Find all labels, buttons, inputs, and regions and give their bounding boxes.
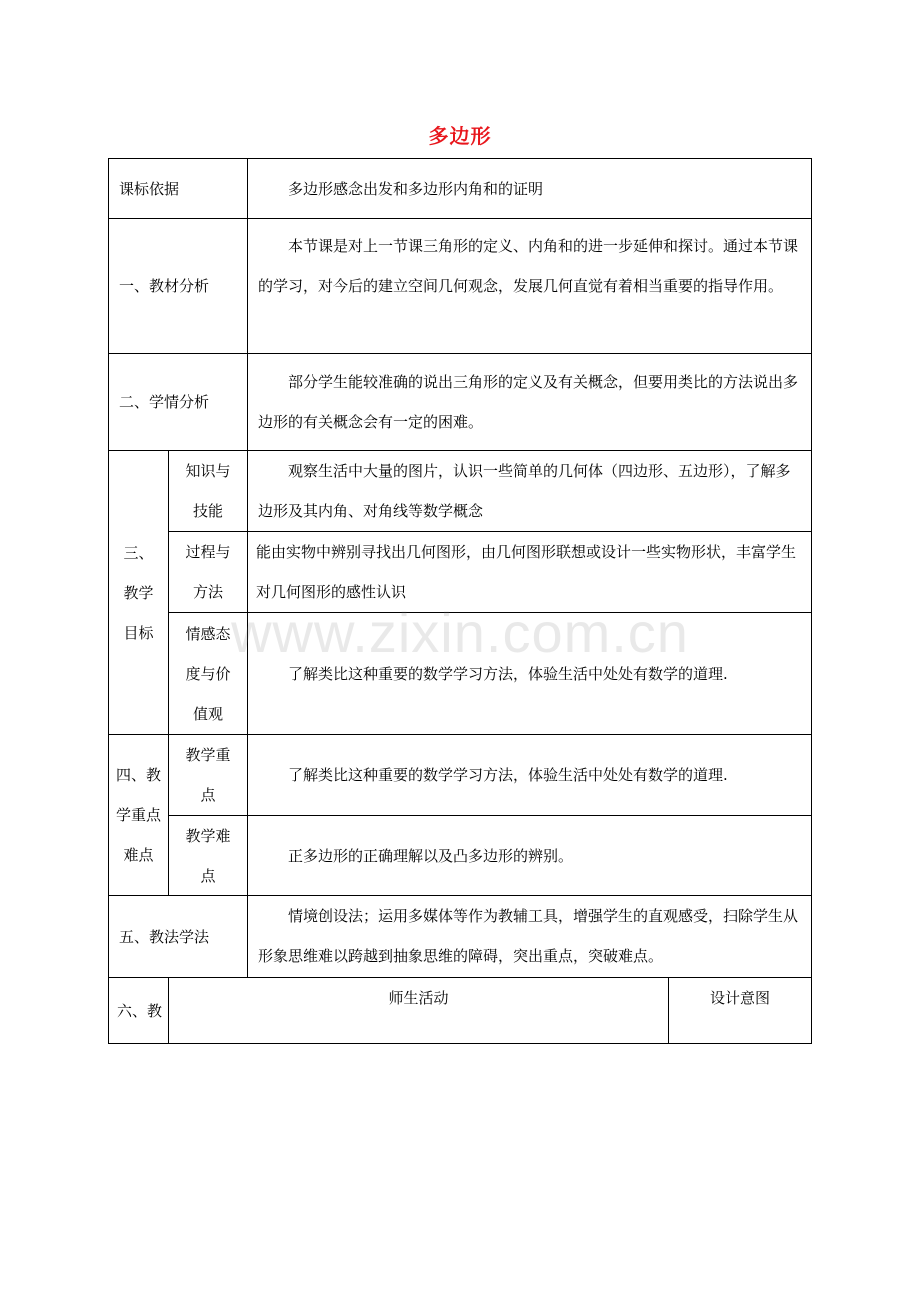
material-content: 本节课是对上一节课三角形的定义、内角和的进一步延伸和探讨。通过本节课的学习，对今后的建立空间几何观念，发展几何直觉有着相当重要的指导作用。 [258, 237, 799, 295]
process-col-activity: 师生活动 [388, 989, 449, 1007]
goals-item-3-label-text: 情感态度与价值观 [185, 624, 231, 723]
goals-label-text: 三、教学目标 [123, 543, 154, 642]
goals-item-1-label-text: 知识与技能 [185, 462, 231, 520]
methods-label [109, 896, 247, 977]
students-label-text: 二、学情分析 [119, 393, 210, 411]
basis-content-text: 多边形感念出发和多边形内角和的证明 [288, 179, 544, 198]
basis-content [248, 159, 811, 218]
keypoints-item-2-content-text: 正多边形的正确理解以及凸多边形的辨别。 [288, 846, 574, 865]
goals-item-2-label-text: 过程与方法 [185, 543, 231, 601]
goals-item-3-content [248, 613, 811, 734]
process-col-intent: 设计意图 [709, 989, 770, 1007]
goals-item-2-content: 能由实物中辨别寻找出几何图形，由几何图形联想或设计一些实物形状，丰富学生对几何图形的感性认识 [256, 543, 797, 601]
keypoints-label [109, 735, 168, 895]
students-label [109, 354, 247, 450]
goals-item-1-label [169, 451, 247, 531]
keypoints-item-1-content [248, 735, 811, 815]
students-content: 部分学生能较准确的说出三角形的定义及有关概念，但要用类比的方法说出多边形的有关概念会有一定的困难。 [258, 373, 799, 431]
goals-item-2-label [169, 532, 247, 612]
keypoints-item-1-content-text: 了解类比这种重要的数学学习方法，体验生活中处处有数学的道理. [288, 766, 728, 784]
methods-label-text: 五、教法学法 [119, 927, 210, 946]
goals-item-3-label [169, 613, 247, 734]
goals-label [109, 451, 168, 734]
keypoints-item-2-content [248, 816, 811, 895]
material-label-text: 一、教材分析 [119, 277, 210, 295]
goals-item-1-content: 观察生活中大量的图片，认识一些简单的几何体（四边形、五边形），了解多边形及其内角、对角线等数学概念 [258, 462, 791, 520]
keypoints-label-text: 四、教学重点难点 [115, 766, 161, 864]
page-title: 多边形 [428, 124, 492, 148]
keypoints-item-1-label-text: 教学重点 [185, 746, 231, 804]
basis-label-text: 课标依据 [119, 179, 180, 198]
watermark: www.zixin.com.cn [231, 601, 689, 664]
methods-content: 情境创设法；运用多媒体等作为教辅工具，增强学生的直观感受，扫除学生从形象思维难以跨越到抽象思维的障碍，突出重点，突破难点。 [258, 907, 799, 965]
keypoints-item-1-label [169, 735, 247, 815]
keypoints-item-2-label-text: 教学难点 [185, 826, 231, 885]
keypoints-item-2-label [169, 816, 247, 895]
process-label-text: 六、教 [117, 1001, 163, 1020]
goals-item-3-content-text: 了解类比这种重要的数学学习方法，体验生活中处处有数学的道理. [288, 664, 728, 683]
material-label [109, 219, 247, 353]
basis-label [109, 159, 247, 218]
process-label [109, 978, 168, 1043]
